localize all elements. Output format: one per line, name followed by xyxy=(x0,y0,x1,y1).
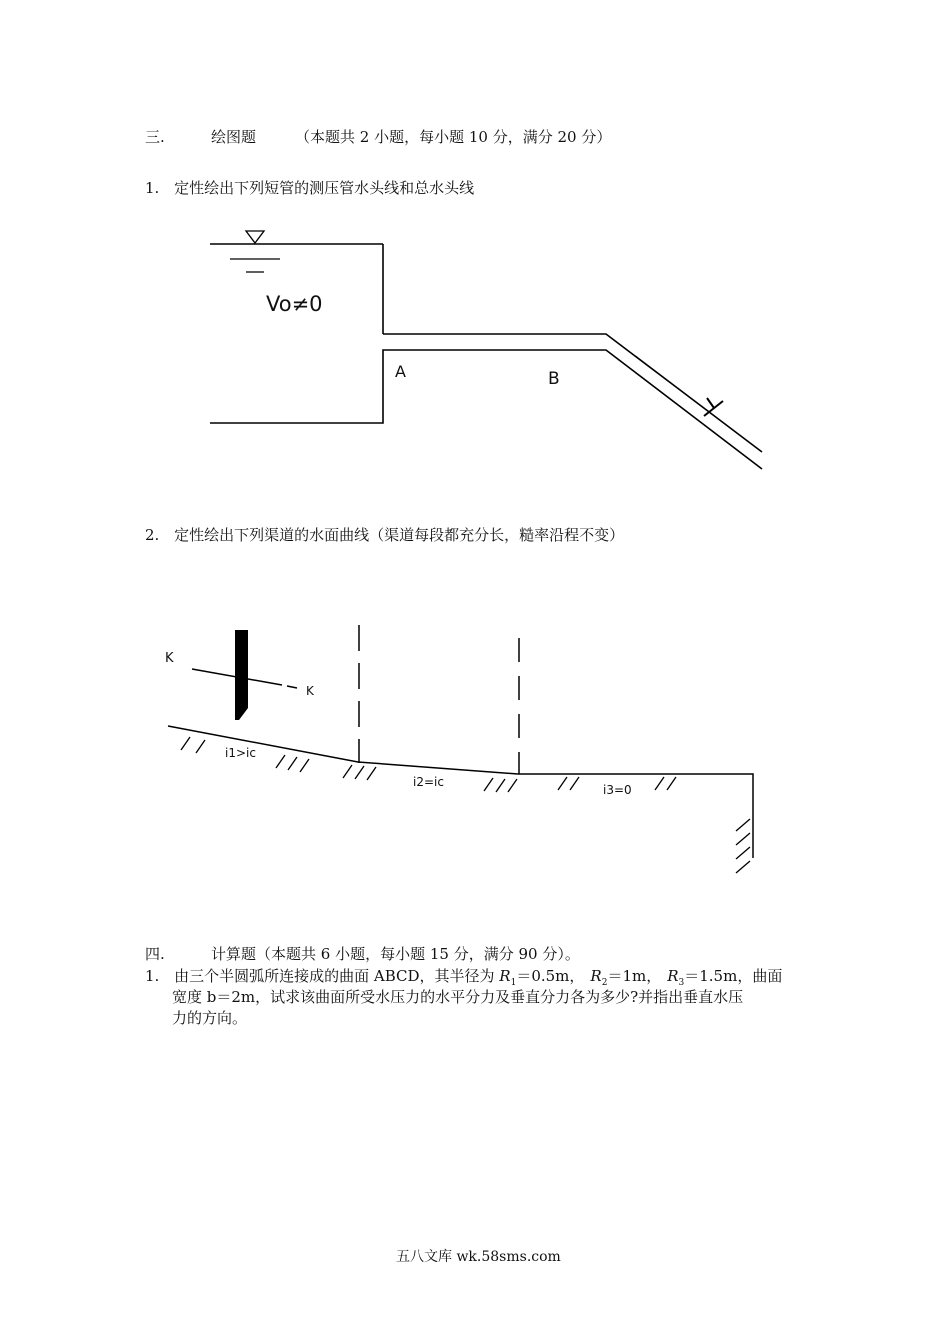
footer-watermark: 五八文库 wk.58sms.com xyxy=(396,1249,561,1265)
slope-i3-label: i3=0 xyxy=(603,783,632,797)
q4-1-line2: 宽度 b＝2m，试求该曲面所受水压力的水平分力及垂直分力各为多少?并指出垂直水压 xyxy=(172,988,744,1006)
r1-symbol: R xyxy=(499,967,511,985)
sluice-gate xyxy=(235,630,248,720)
q4-1-number: 1. xyxy=(145,967,160,985)
section3-number: 三. xyxy=(145,128,165,146)
section3-note: （本题共 2 小题，每小题 10 分，满分 20 分） xyxy=(295,128,612,146)
slope-i2-label: i2=ic xyxy=(413,775,444,789)
q1-number: 1. xyxy=(145,179,160,197)
slope-i1-label: i1>ic xyxy=(225,746,256,760)
q1-prompt: 定性绘出下列短管的测压管水头线和总水头线 xyxy=(174,179,475,197)
q4-1-line3: 力的方向。 xyxy=(172,1009,248,1027)
k-label-left: K xyxy=(165,651,174,666)
r3-sub: 3 xyxy=(678,978,685,988)
r2-sub: 2 xyxy=(601,978,608,988)
r1-value: ＝0.5m， xyxy=(516,967,585,985)
section4-number: 四. xyxy=(145,945,165,963)
r2-value: ＝1m， xyxy=(607,967,662,985)
k-label-right: K xyxy=(306,684,314,698)
r1-sub: 1 xyxy=(510,978,517,988)
r2-symbol: R xyxy=(590,967,602,985)
v0-label: Vo≠0 xyxy=(266,292,323,316)
section4-title: 计算题（本题共 6 小题，每小题 15 分，满分 90 分）。 xyxy=(211,945,580,963)
section3-title: 绘图题 xyxy=(211,128,257,146)
q4-1-text-a: 由三个半圆弧所连接成的曲面 ABCD，其半径为 xyxy=(174,967,500,985)
r3-symbol: R xyxy=(667,967,679,985)
point-b-label: B xyxy=(548,369,560,389)
section4-heading xyxy=(145,944,580,964)
q2-number: 2. xyxy=(145,526,160,544)
point-a-label: A xyxy=(395,362,406,381)
q2-prompt: 定性绘出下列渠道的水面曲线（渠道每段都充分长，糙率沿程不变） xyxy=(174,526,625,544)
r3-value: ＝1.5m，曲面 xyxy=(684,967,783,985)
